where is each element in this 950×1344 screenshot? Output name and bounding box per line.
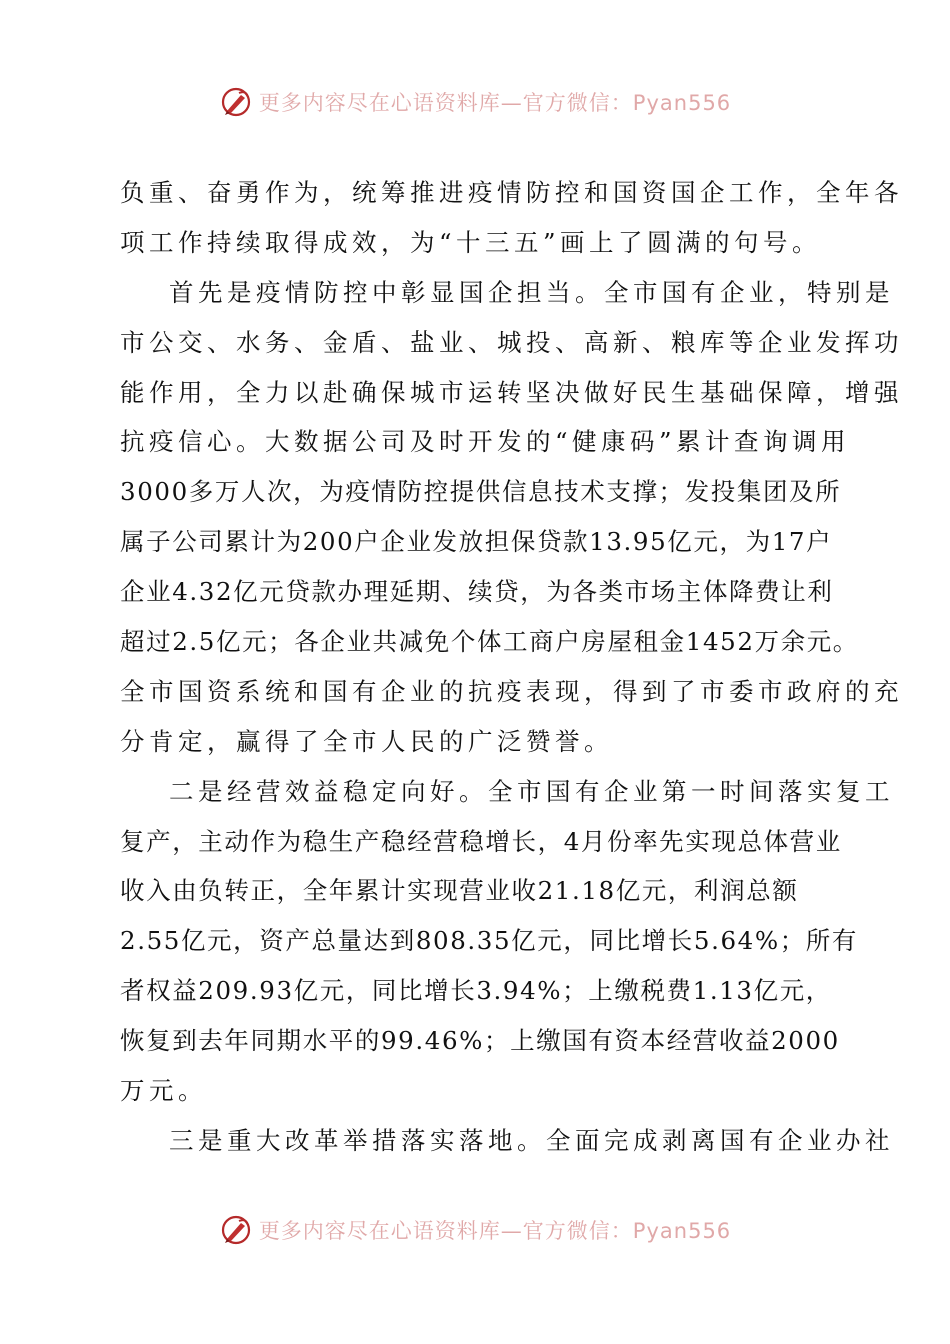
document-body <box>120 168 903 1166</box>
body-line: 市公交、水务、金盾、盐业、城投、高新、粮库等企业发挥功 <box>120 327 903 357</box>
body-line: 抗疫信心。大数据公司及时开发的“健康码”累计查询调用 <box>120 427 851 457</box>
body-line: 项工作持续取得成效，为“十三五”画上了圆满的句号。 <box>120 227 822 257</box>
body-line: 复产，主动作为稳生产稳经营稳增长，4月份率先实现总体营业 <box>120 826 842 856</box>
body-line: 3000多万人次，为疫情防控提供信息技术支撑；发投集团及所 <box>120 477 842 507</box>
body-line: 2.55亿元，资产总量达到808.35亿元，同比增长5.64%；所有 <box>120 926 859 956</box>
pen-logo-icon <box>219 85 253 119</box>
body-line: 全市国资系统和国有企业的抗疫表现，得到了市委市政府的充 <box>120 676 903 706</box>
body-line: 属子公司累计为200户企业发放担保贷款13.95亿元，为17户 <box>120 527 833 557</box>
body-line: 负重、奋勇作为，统筹推进疫情防控和国资国企工作，全年各 <box>120 178 903 207</box>
watermark-header <box>0 82 950 122</box>
watermark-text: 更多内容尽在心语资料库—官方微信：Pyan556 <box>258 1219 732 1243</box>
body-line: 万元。 <box>120 1076 207 1106</box>
watermark-text: 更多内容尽在心语资料库—官方微信：Pyan556 <box>258 91 732 115</box>
body-line: 能作用，全力以赴确保城市运转坚决做好民生基础保障，增强 <box>120 377 903 407</box>
body-line: 超过2.5亿元；各企业共减免个体工商户房屋租金1452万余元。 <box>120 627 859 657</box>
body-line: 者权益209.93亿元，同比增长3.94%；上缴税费1.13亿元， <box>120 976 832 1006</box>
body-line: 分肯定，赢得了全市人民的广泛赞誉。 <box>120 726 613 756</box>
body-line: 二是经营效益稳定向好。全市国有企业第一时间落实复工 <box>169 776 894 806</box>
watermark-footer <box>0 1210 950 1250</box>
body-line: 恢复到去年同期水平的99.46%；上缴国有资本经营收益2000 <box>120 1026 840 1056</box>
body-line: 企业4.32亿元贷款办理延期、续贷，为各类市场主体降费让利 <box>120 577 834 607</box>
pen-logo-icon <box>219 1213 253 1247</box>
body-line: 首先是疫情防控中彰显国企担当。全市国有企业，特别是 <box>169 277 894 307</box>
body-line: 三是重大改革举措落实落地。全面完成剥离国有企业办社 <box>169 1125 894 1155</box>
body-line: 收入由负转正，全年累计实现营业收21.18亿元，利润总额 <box>120 876 799 906</box>
